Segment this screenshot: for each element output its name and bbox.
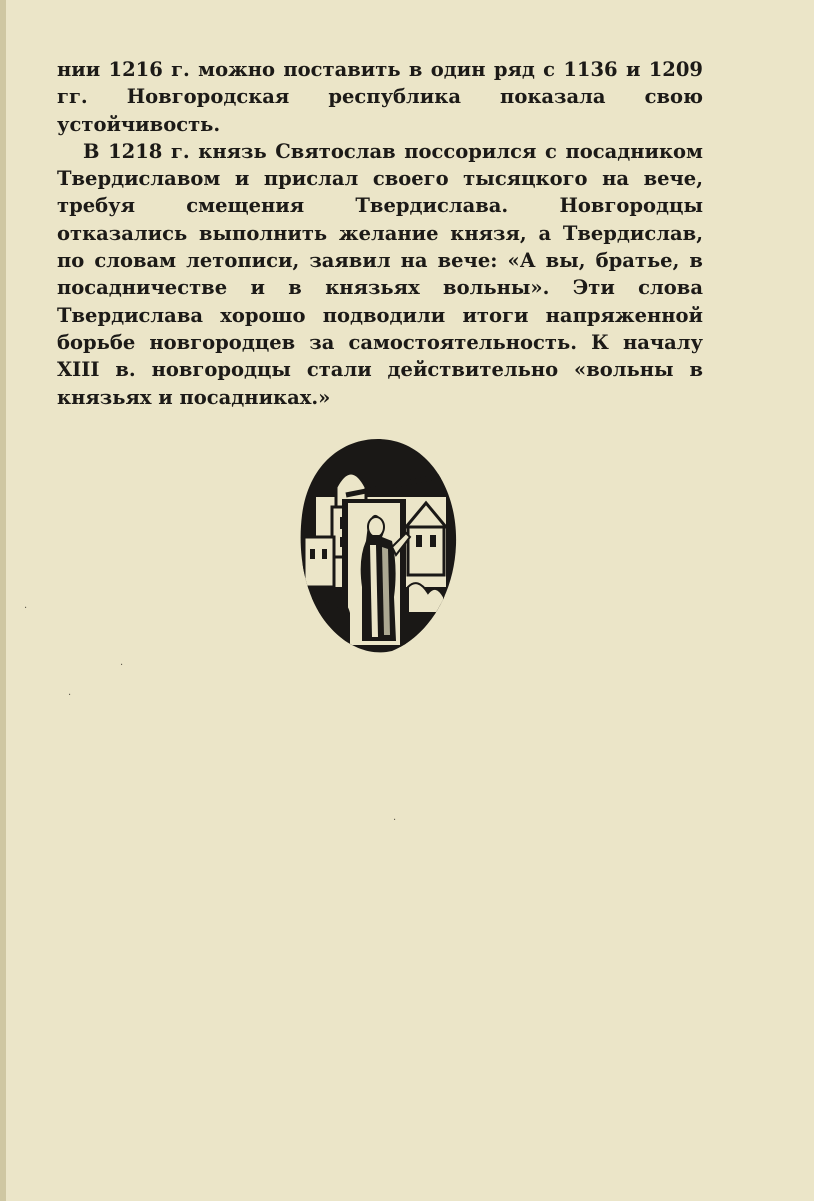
main-text bbox=[57, 56, 703, 411]
page-edge bbox=[0, 0, 6, 1201]
posadnik-vignette-icon bbox=[296, 437, 460, 655]
paragraph-2: В 1218 г. князь Святослав поссорился с посадником Твердиславом и прислал своего тысяцкого на вече, требуя смещения Твердислава. Новгородцы отказались выполнить желание князя, а Твердислав, по словам летописи, заявил на вече: «А вы, братье, в посадничестве и в князьях вольны». Эти слова Твердислава хорошо подводили итоги напряженной борьбе новгородцев за самостоятельность. К началу XIII в. новгородцы стали действительно «вольны в князьях и посадниках.» bbox=[57, 139, 703, 409]
speck: · bbox=[68, 690, 72, 701]
speck: · bbox=[24, 603, 28, 614]
paragraph-1: нии 1216 г. можно поставить в один ряд с 1136 и 1209 гг. Новгородская республика показала свою устойчивость. bbox=[57, 58, 703, 136]
speck: · bbox=[120, 660, 124, 671]
speck: · bbox=[393, 815, 397, 826]
